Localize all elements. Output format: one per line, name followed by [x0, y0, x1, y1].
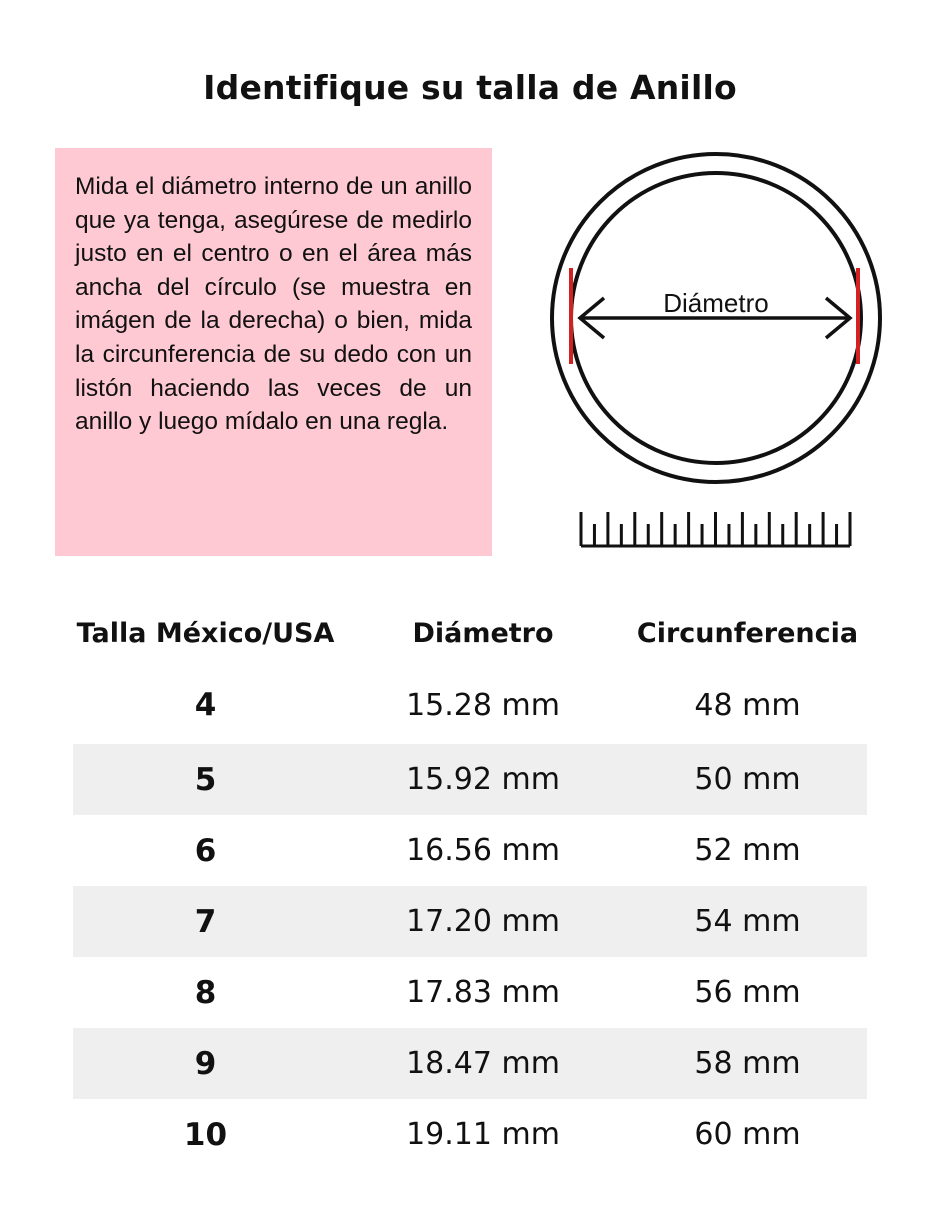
- circumference-cell: 58 mm: [628, 1028, 867, 1099]
- circumference-cell: 54 mm: [628, 886, 867, 957]
- header-circumference: Circunferencia: [636, 617, 859, 649]
- circumference-cell: 52 mm: [694, 833, 801, 868]
- size-cell: 10: [183, 1116, 228, 1153]
- circumference-cell: 60 mm: [694, 1117, 801, 1152]
- ring-diagram: [540, 140, 900, 560]
- table-row: [73, 666, 867, 744]
- header-size: Talla México/USA: [76, 617, 335, 649]
- table-row: [73, 1099, 867, 1170]
- ring-size-table: [73, 600, 867, 1170]
- table-row: [73, 744, 867, 815]
- diameter-cell: 17.83 mm: [406, 975, 560, 1010]
- instructions-box: [55, 148, 492, 556]
- diameter-cell: 16.56 mm: [406, 833, 560, 868]
- diameter-cell: 15.92 mm: [338, 744, 628, 815]
- diameter-label: Diámetro: [663, 288, 769, 318]
- instructions-text: Mida el diámetro interno de un anillo que ya tenga, asegúrese de medirlo justo en el centro o en el área más ancha del círculo (se muestra en imágen de la derecha) o bien, mida la circunferencia de su dedo con un listón haciendo las veces de un anillo y luego mídalo en una regla.: [75, 173, 472, 436]
- table-header-row: [73, 600, 867, 666]
- table-row: [73, 886, 867, 957]
- size-cell: 8: [194, 974, 217, 1011]
- page-title: Identifique su talla de Anillo: [203, 68, 737, 108]
- table-row: [73, 815, 867, 886]
- table-row: [73, 1028, 867, 1099]
- header-diameter: Diámetro: [412, 617, 554, 649]
- diameter-cell: 15.28 mm: [406, 687, 560, 723]
- circumference-cell: 50 mm: [628, 744, 867, 815]
- diameter-cell: 17.20 mm: [338, 886, 628, 957]
- size-cell: 5: [73, 744, 338, 815]
- circumference-cell: 56 mm: [694, 975, 801, 1010]
- diameter-cell: 19.11 mm: [406, 1117, 560, 1152]
- diameter-cell: 18.47 mm: [338, 1028, 628, 1099]
- table-row: [73, 957, 867, 1028]
- circumference-cell: 48 mm: [694, 687, 801, 723]
- size-cell: 4: [194, 687, 217, 723]
- ruler-icon: [581, 512, 850, 546]
- size-cell: 6: [194, 832, 217, 869]
- size-cell: 9: [73, 1028, 338, 1099]
- size-cell: 7: [73, 886, 338, 957]
